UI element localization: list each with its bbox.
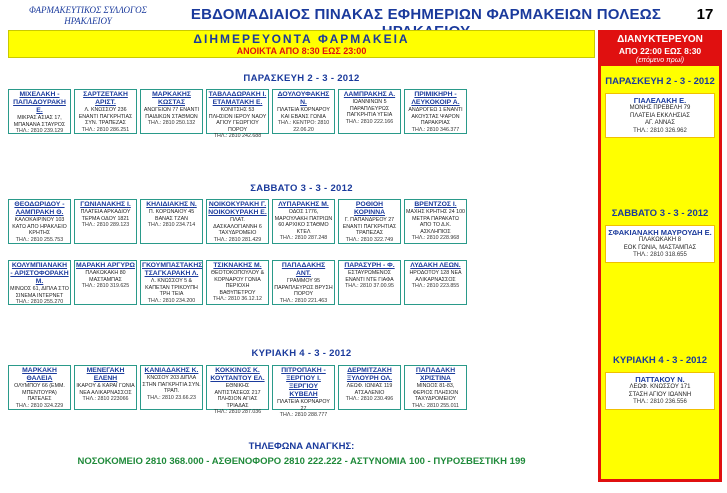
pharmacy-name: ΚΗΛΙΔΙΑΚΗΣ Ν. (146, 201, 197, 208)
pharmacy-address: ΜΙΝΩΟΣ 81-83, ΦΕΡΙΟΣ ΠΛΗΣΙΟΝ ΤΑΧΥΔΡΟΜΕΙΟΥ (412, 383, 459, 402)
pharmacy-phone: ΤΗΛ.: 2810 319.625 (81, 283, 130, 289)
pharmacy-row-sunday (8, 365, 470, 418)
pharmacy-address: Λ. ΚΝΩΣΣΟΥ 236 ΕΝΑΝΤΙ ΠΑΓΚΡΗΤΙΑΣ ΣΥΝ. ΤΡΑΠΕΖΑΣ (78, 107, 133, 126)
night-note: (επόμενο πρωί) (635, 57, 685, 64)
pharmacy-card (206, 260, 269, 305)
pharmacy-name: ΘΕΟΔΩΡΙΔΟΥ - ΛΑΜΠΡΑΚΗ Θ. (14, 201, 65, 216)
pharmacy-card (8, 365, 71, 410)
pharmacy-phone: ΤΗΛ.: 2810 37.00.95 (345, 283, 394, 289)
pharmacy-card (140, 89, 203, 134)
pharmacy-card (272, 89, 335, 134)
pharmacy-row-friday (8, 89, 470, 139)
pharmacy-card (338, 260, 401, 305)
pharmacy-phone: ΤΗΛ.: 2810 234.714 (147, 222, 196, 228)
pharmacy-row-saturday-2 (8, 260, 470, 305)
pharmacy-address: ΜΙΚΡΑΣ ΑΣΙΑΣ 17, ΜΠΑΝΑΝΑ ΣΤΑΥΡΟΣ (13, 115, 66, 128)
pharmacy-address: ΗΡΟΔΟΤΟΥ 128 ΝΕΑ ΑΛΙΚΑΡΝΑΣΣΟΣ (409, 270, 462, 283)
pharmacy-address: ΑΝΔΡΟΓΕΩ 1 ΕΝΑΝΤΙ ΑΚΟΥΣΤΑΣ ΨΑΡΟΝ ΠΑΡΑΚΡΙΑΣ (408, 107, 463, 126)
pharmacy-name: ΠΙΤΡΟΠΑΚΗ - ΞΕΡΓΙΟΥ Ι. ΞΕΡΓΙΟΥ ΚΥΒΕΛΗ (281, 367, 326, 398)
pharmacy-name: ΔΕΡΜΙΤΖΑΚΗ ΞΥΛΟΥΡΗ ΟΛ. (346, 367, 393, 382)
pharmacy-phone: ΤΗΛ.: 2810 324.229 (15, 402, 64, 409)
pharmacy-phone: ΤΗΛ.: 2810 318.655 (633, 252, 687, 258)
pharmacy-phone: ΤΗΛ.: 2810 228.968 (411, 235, 460, 241)
day-pharmacies-banner (8, 30, 595, 58)
pharmacy-name: ΤΑΒΛΑΔΩΡΑΚΗ Ι. ΕΤΑΜΑΤΑΚΗ Ε. (208, 91, 267, 106)
night-section-saturday (601, 208, 719, 263)
pharmacy-address: ΜΙΝΩΟΣ 61, ΔΙΠΛΑ ΣΤΟ ΣΙΝΕΜΑ ΙΝΤΕΡΝΕΤ (10, 286, 69, 299)
pharmacy-phone: ΤΗΛ.: 2810 255.753 (15, 236, 64, 243)
pharmacy-address: ΠΛΑΤΕΙΑ ΑΡΚΑΔΙΟΥ ΤΕΡΜΑ ΟΔΟΥ 1821 (80, 209, 131, 222)
pharmacy-name: ΠΑΠΑΔΑΚΗ ΧΡΙΣΤΙΝΑ (415, 367, 456, 382)
night-pharmacy-card (605, 372, 715, 410)
pharmacy-name: ΛΥΠΑΡΑΚΗΣ Μ. (278, 201, 329, 208)
pharmacy-phone: ΤΗΛ.: 2810 287.036 (213, 409, 262, 415)
pharmacy-name: ΣΦΑΚΙΑΝΑΚΗ ΜΑΥΡΟΥΔΗ Ε. (608, 228, 712, 237)
pharmacy-address: ΛΕΩΦ. ΚΝΩΣΣΟΥ 171 (629, 384, 691, 390)
pharmacy-phone: ΤΗΛ.: 2810 289.123 (81, 222, 130, 228)
pharmacy-phone: ΤΗΛ.: 2810 286.251 (81, 126, 130, 133)
association-line-1: ΦΑΡΜΑΚΕΥΤΙΚΟΣ ΣΥΛΛΟΓΟΣ (29, 5, 147, 15)
pharmacy-phone: ΤΗΛ.: 2810 250.132 (147, 120, 196, 126)
pharmacy-name: ΛΑΜΠΡΑΚΗΣ Α. (343, 91, 396, 98)
pharmacy-name: ΚΟΛΥΜΠΙΑΝΑΚΗ - ΑΡΙΣΤΟΦΟΡΑΚΗ Μ. (10, 262, 69, 285)
page-number: 17 (696, 6, 714, 23)
pharmacy-name: ΜΑΡΚΑΚΗ ΘΑΛΕΙΑ (22, 367, 57, 382)
pharmacy-address: ΟΛΥΜΠΟΥ 66 (ΕΜΜ. ΜΠΕΝΤΟΥΡΑ) ΠΑΤΕΛΕΣ (14, 383, 65, 402)
pharmacy-card (74, 260, 137, 305)
pharmacy-card (206, 365, 269, 415)
pharmacy-address: ΠΛΑΤΕΙΑ ΚΟΡΝΑΡΟΥ 27 (277, 399, 330, 412)
pharmacy-phone: ΤΗΛ.: 2810 236.556 (633, 399, 687, 405)
pharmacy-name: ΡΟΘΙΟΗ ΚΟΡΙΝΝΑ (353, 201, 386, 216)
pharmacy-phone: ΤΗΛ.: 2810 322.749 (345, 236, 394, 243)
pharmacy-card (8, 260, 71, 305)
pharmacy-address: ΠΛΑΚΩΚΑΚΗ 8 (638, 237, 682, 243)
night-date: ΠΑΡΑΣΚΕΥΗ 2 - 3 - 2012 (605, 76, 715, 87)
pharmacy-address: ΑΝΩΓΕΙΩΝ 77 ΕΝΑΝΤΙ ΠΑΙΔΙΚΩΝ ΣΤΑΘΜΩΝ (143, 107, 200, 120)
pharmacy-address: ΜΑΧΗΣ ΚΡΗΤΗΣ 24 100 ΜΕΤΡΑ ΠΑΡΑΚΑΤΩ ΑΠΟ ΤΟ Δ.Κ. ΑΣΚΛΗΠΙΟΣ (406, 209, 465, 235)
association-name (8, 5, 168, 27)
pharmacy-phone: ΤΗΛ.: 2810 221.463 (279, 297, 328, 304)
pharmacy-card (404, 89, 467, 134)
pharmacy-name: ΚΟΚΚΙΝΟΣ Κ. ΚΟΥΤΑΝΤΟΥ ΕΛ. (210, 367, 265, 382)
pharmacy-address: ΟΔΟΣ 1776, ΜΑΡΟΥΛΑΚΗ ΠΑΤΡΙΩΝ 60 ΑΡΧΙΚΟ ΣΤΑΘΜΟ ΚΤΕΛ (274, 209, 333, 235)
night-date: ΚΥΡΙΑΚΗ 4 - 3 - 2012 (613, 355, 707, 366)
pharmacy-name: ΜΕΝΕΓΑΚΗ ΕΛΕΝΗ (86, 367, 125, 382)
pharmacy-address: ΕΣΤΑΥΡΩΜΕΝΟΣ ΕΝΑΝΤΙ ΝΤΕ ΓΙΑΦΑ (345, 270, 394, 283)
pharmacy-address: ΚΟΝΙΤΣΗΣ 53 ΠΛΗΣΙΟΝ ΙΕΡΟΥ ΝΑΟΥ ΑΓΙΟΥ ΓΕΩΡΓΙΟΥ ΠΟΡΟΥ (208, 107, 267, 133)
pharmacy-phone: ΤΗΛ.: 2810 326.962 (633, 127, 687, 134)
pharmacy-row-saturday-1 (8, 199, 470, 244)
pharmacy-phone: ΤΗΛ.: 2810 234.200 (147, 297, 196, 304)
pharmacy-address: ΠΛΑΤ. ΔΑΣΚΑΛΟΓΙΑΝΝΗ 6 ΤΑΧΥΔΡΟΜΕΙΟ (213, 217, 262, 236)
pharmacy-card (404, 365, 467, 410)
pharmacy-phone: ΤΗΛ.: 2810 287.248 (279, 235, 328, 241)
pharmacy-name: ΔΟΥΛΟΥΦΑΚΗΣ Ν. (277, 91, 330, 106)
pharmacy-card (8, 199, 71, 244)
pharmacy-address: ΣΤΑΣΗ ΑΓΙΟΥ ΙΩΑΝΝΗ (628, 391, 692, 398)
pharmacy-card (272, 260, 335, 305)
night-header (601, 33, 719, 66)
pharmacy-name: ΓΚΟΥΜΠΑΣΤΑΚΗΣ ΤΣΑΓΚΑΡΑΚΗ Λ. (142, 262, 203, 277)
pharmacy-name: ΝΟΙΚΟΚΥΡΑΚΗ Γ. ΝΟΙΚΟΚΥΡΑΚΗ Ε. (208, 201, 267, 216)
pharmacy-address: ΓΡΑΜΜΟΥ 95 ΠΑΡΑΠΛΕΥΡΩΣ ΒΡΥΣΗ ΠΟΡΟΥ (274, 278, 333, 297)
pharmacy-card (272, 199, 335, 244)
pharmacy-address: ΑΓ. ΑΝΝΑΣ (644, 120, 676, 126)
pharmacy-card (338, 89, 401, 134)
pharmacy-card (206, 199, 269, 244)
pharmacy-address: ΕΘΝΙΚΗΣ ΑΝΤΙΣΤΑΣΕΩΣ 217 ΠΛΗΣΙΟΝ ΑΓΙΑΣ ΤΡΙΑΔΑΣ (214, 383, 261, 409)
pharmacy-card (74, 365, 137, 410)
night-section-friday (601, 76, 719, 138)
night-title: ΔΙΑΝΥΚΤΕΡΕΥΟΝ (617, 34, 703, 45)
pharmacy-phone: ΤΗΛ.: 2810 23.66.23 (147, 394, 196, 401)
pharmacy-phone: ΤΗΛ.: 2810 36.12.12 (213, 296, 262, 302)
page-title: ΕΒΔΟΜΑΔΙΑΙΟΣ ΠΙΝΑΚΑΣ ΕΦΗΜΕΡΙΩΝ ΦΑΡΜΑΚΕΙΩΝ ΠΟΛΕΩΣ (190, 6, 662, 23)
pharmacy-address: ΙΚΑΡΟΥ & ΚΑΡΑΪ ΓΩΝΙΑ ΝΕΑ ΑΛΙΚΑΡΝΑΣΣΟΣ (76, 383, 135, 396)
pharmacy-address: ΚΝΩΣΟΥ 203 ΔΙΠΛΑ ΣΤΗΝ ΠΑΓΚΡΗΤΙΑ ΣΥΝ. ΤΡΑΠ. (142, 375, 201, 394)
pharmacy-card (74, 199, 137, 244)
pharmacy-name: ΠΑΤΤΑΚΟΥ Ν. (635, 375, 685, 384)
day-banner-hours: ΑΝΟΙΚΤΑ ΑΠΟ 8:30 ΕΩΣ 23:00 (236, 46, 367, 56)
pharmacy-card (338, 199, 401, 244)
pharmacy-name: ΚΑΝΙΑΔΑΚΗΣ Κ. (144, 367, 199, 374)
pharmacy-card (338, 365, 401, 410)
pharmacy-name: ΛΥΔΑΚΗ ΛΕΩΝ. (410, 262, 461, 269)
pharmacy-name: ΣΑΡΤΖΕΤΑΚΗ ΑΡΙΣΤ. (83, 91, 128, 106)
pharmacy-card (404, 260, 467, 305)
pharmacy-name: ΜΑΡΑΚΗ ΑΡΓΥΡΩ (76, 262, 136, 269)
pharmacy-card (206, 89, 269, 139)
pharmacy-name: ΠΡΙΜΙΚΗΡΗ - ΛΕΥΚΟΚΟΙΡ Α. (411, 91, 460, 106)
pharmacy-address: ΠΛΑΤΕΙΑ ΕΚΚΛΗΣΙΑΣ (629, 112, 690, 119)
pharmacy-name: ΜΙΧΕΛΑΚΗ - ΠΑΠΑΔΟΥΡΑΚΗ Ε. (13, 91, 66, 114)
pharmacy-address: Π. ΚΟΡΩΝΑΙΟΥ 45 ΒΑΝΑΣ ΤΖΑΝ (148, 209, 195, 222)
pharmacy-name: ΓΩΝΙΑΝΑΚΗΣ Ι. (80, 201, 131, 208)
pharmacy-card (8, 89, 71, 134)
pharmacy-phone: ΤΗΛ.: 2810 346.377 (411, 126, 460, 133)
pharmacy-name: ΜΑΡΚΑΚΗΣ ΚΩΣΤΑΣ (152, 91, 191, 106)
pharmacy-phone: ΤΗΛ.: 2810 239.129 (15, 128, 64, 134)
pharmacy-phone: ΤΗΛ.: 2810 223.855 (411, 283, 460, 289)
association-line-2: ΗΡΑΚΛΕΙΟΥ (64, 16, 112, 26)
pharmacy-card (140, 365, 203, 410)
pharmacy-phone: ΤΗΛ.: 2810 222.166 (345, 118, 394, 125)
day-banner-title: ΔΙΗΜΕΡΕΥΟΝΤΑ ΦΑΡΜΑΚΕΙΑ (193, 32, 410, 46)
emergency-numbers: ΝΟΣΟΚΟΜΕΙΟ 2810 368.000 - ΑΣΘΕΝΟΦΟΡΟ 2810 222.222 - ΑΣΤΥΝΟΜΙΑ 100 - ΠΥΡΟΣΒΕΣΤΙΚΗ 199 (77, 456, 526, 467)
pharmacy-address: ΚΑΛΟΚΑΙΡΙΝΟΥ 103 ΚΑΤΩ ΑΠΟ ΗΡΑΚΛΕΙΟ ΚΡΗΤΗΣ (12, 217, 67, 236)
pharmacy-card (140, 199, 203, 244)
pharmacy-card (140, 260, 203, 305)
pharmacy-name: ΒΡΕΝΤΖΟΣ Ι. (414, 201, 457, 208)
pharmacy-address: ΠΛΑΚΩΚΑΚΗ 80 ΜΑΣΤΑΜΠΑΣ (85, 270, 126, 283)
pharmacy-phone: ΤΗΛ.: 2810 288.777 (279, 412, 328, 418)
pharmacy-phone: ΤΗΛ.: 2810 255.270 (15, 299, 64, 305)
pharmacy-card (74, 89, 137, 134)
pharmacy-name: ΠΑΠΑΔΑΚΗΣ ΑΝΤ. (281, 262, 326, 277)
pharmacy-phone: ΤΗΛ.: 2810 223066 (82, 396, 129, 402)
day-date-saturday: ΣΑΒΒΑΤΟ 3 - 3 - 2012 (250, 183, 353, 194)
pharmacy-phone: ΤΗΛ.: 2810 281.429 (213, 236, 262, 243)
day-date-sunday: ΚΥΡΙΑΚΗ 4 - 3 - 2012 (251, 348, 352, 359)
day-date-friday: ΠΑΡΑΣΚΕΥΗ 2 - 3 - 2012 (243, 73, 360, 84)
pharmacy-address: ΜΟΝΗΣ ΠΡΕΒΕΛΗ 79 (629, 105, 691, 111)
emergency-title: ΤΗΛΕΦΩΝΑ ΑΝΑΓΚΗΣ: (248, 441, 355, 452)
night-pharmacy-card (605, 225, 715, 263)
pharmacy-card (272, 365, 335, 418)
pharmacy-address: ΛΕΩΦ. ΙΩΝΙΑΣ 119 ΑΤΣΑΛΕΝΙΟ (346, 383, 393, 396)
pharmacy-address: ΘΕΟΤΟΚΟΠΟΥΛΟΥ & ΚΟΡΝΑΡΟΥ ΓΩΝΙΑ ΠΕΡΙΟΧΗ ΒΑΘΥΠΕΤΡΟΥ (210, 270, 265, 296)
pharmacy-address: ΠΛΑΤΕΙΑ ΚΟΡΝΑΡΟΥ ΚΑΙ ΕΒΑΝΣ ΓΩΝΙΑ (277, 107, 330, 120)
night-date: ΣΑΒΒΑΤΟ 3 - 3 - 2012 (611, 208, 709, 219)
pharmacy-address: Γ. ΠΑΠΑΝΔΡΕΟΥ 27 ΕΝΑΝΤΙ ΠΑΓΚΡΗΤΙΑΣ ΤΡΑΠΕΖΑΣ (342, 217, 397, 236)
pharmacy-phone: ΤΗΛ.: ΚΕΝΤΡΟ: 2810 22.06.20 (277, 120, 330, 133)
pharmacy-address: Λ. ΚΝΩΣΣΟΥ 5 & ΚΑΠΕΤΑΝ ΤΡΙΚΟΥΠΗ ΤΡΗ ΤΕΙΑ (145, 278, 198, 297)
pharmacy-address: ΕΟΚ ΓΩΝΙΑ, ΜΑΣΤΑΜΠΑΣ (623, 244, 697, 251)
night-section-sunday (601, 355, 719, 410)
pharmacy-name: ΠΑΡΑΣΥΡΗ - Φ. (344, 262, 395, 269)
pharmacy-phone: ΤΗΛ.: 2810 230.496 (345, 396, 394, 402)
night-hours: ΑΠΟ 22:00 ΕΩΣ 8:30 (618, 46, 702, 56)
pharmacy-name: ΤΣΙΚΝΑΚΗΣ Μ. (213, 262, 262, 269)
pharmacy-phone: ΤΗΛ.: 2810 255.011 (411, 402, 460, 409)
night-pharmacy-card (605, 93, 715, 138)
night-pharmacies-column (598, 30, 722, 482)
pharmacy-name: ΓΙΑΛΕΛΑΚΗ Ε. (633, 96, 687, 105)
pharmacy-address: ΙΩΑΝΝΙΝΩΝ 5 ΠΑΡΑΠΛΕΥΡΩΣ ΠΑΓΚΡΗΤΙΑ ΥΓΕΙΑ (346, 99, 393, 118)
pharmacy-card (404, 199, 467, 244)
pharmacy-phone: ΤΗΛ.: 2810 242.688 (213, 133, 262, 139)
